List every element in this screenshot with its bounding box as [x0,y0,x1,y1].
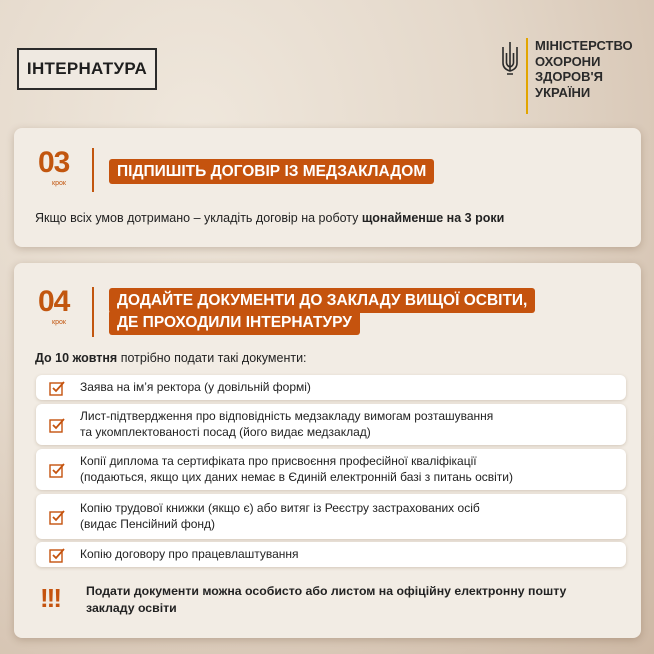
step-3-card [14,128,641,247]
document-item-1: Заява на ім’я ректора (у довільній формі) [36,375,626,400]
step-3-divider [92,148,94,192]
document-item-3: Копії диплома та сертифіката про присвоєння професійної кваліфікації (подаються, якщо цих даних немає в Єдиній електронній базі з питань освіти) [36,449,626,490]
document-item-4: Копію трудової книжки (якщо є) або витяг із Реєстру застрахованих осіб (видає Пенсійний фонд) [36,494,626,539]
step-4-word: крок [52,319,66,326]
checkbox-check-icon [49,417,65,433]
section-label: ІНТЕРНАТУРА [17,48,157,90]
step-4-card [14,263,641,638]
step-3-word: крок [52,180,66,187]
step-4-title-line-1: ДОДАЙТЕ ДОКУМЕНТИ ДО ЗАКЛАДУ ВИЩОЇ ОСВІТИ, [109,288,535,313]
checkbox-check-icon [49,547,65,563]
step-3-number: 03 [38,146,70,179]
document-item-5: Копію договору про працевлаштування [36,542,626,567]
warning-exclamation-icon: !!! [40,583,60,613]
step-3-title: ПІДПИШІТЬ ДОГОВІР ІЗ МЕДЗАКЛАДОМ [109,159,434,184]
step-4-divider [92,287,94,337]
document-item-2: Лист-підтвердження про відповідність медзакладу вимогам розташування та укомплектованості посад (його видає медзаклад) [36,404,626,445]
ministry-divider [526,38,528,114]
checkbox-check-icon [49,509,65,525]
submission-note: Подати документи можна особисто або листом на офіційну електронну пошту закладу освіти [86,584,567,615]
step-4-title-line-2: ДЕ ПРОХОДИЛИ ІНТЕРНАТУРУ [109,310,360,335]
checkbox-check-icon [49,380,65,396]
checkbox-check-icon [49,462,65,478]
step-3-text: Якщо всіх умов дотримано – укладіть договір на роботу щонайменше на 3 роки [35,211,505,225]
ministry-logo [500,38,633,114]
trident-icon [500,41,520,77]
ministry-name: МІНІСТЕРСТВО ОХОРОНИ ЗДОРОВ'Я УКРАЇНИ [535,38,633,100]
step-4-number: 04 [38,285,70,318]
step-4-intro: До 10 жовтня потрібно подати такі документи: [35,351,307,365]
